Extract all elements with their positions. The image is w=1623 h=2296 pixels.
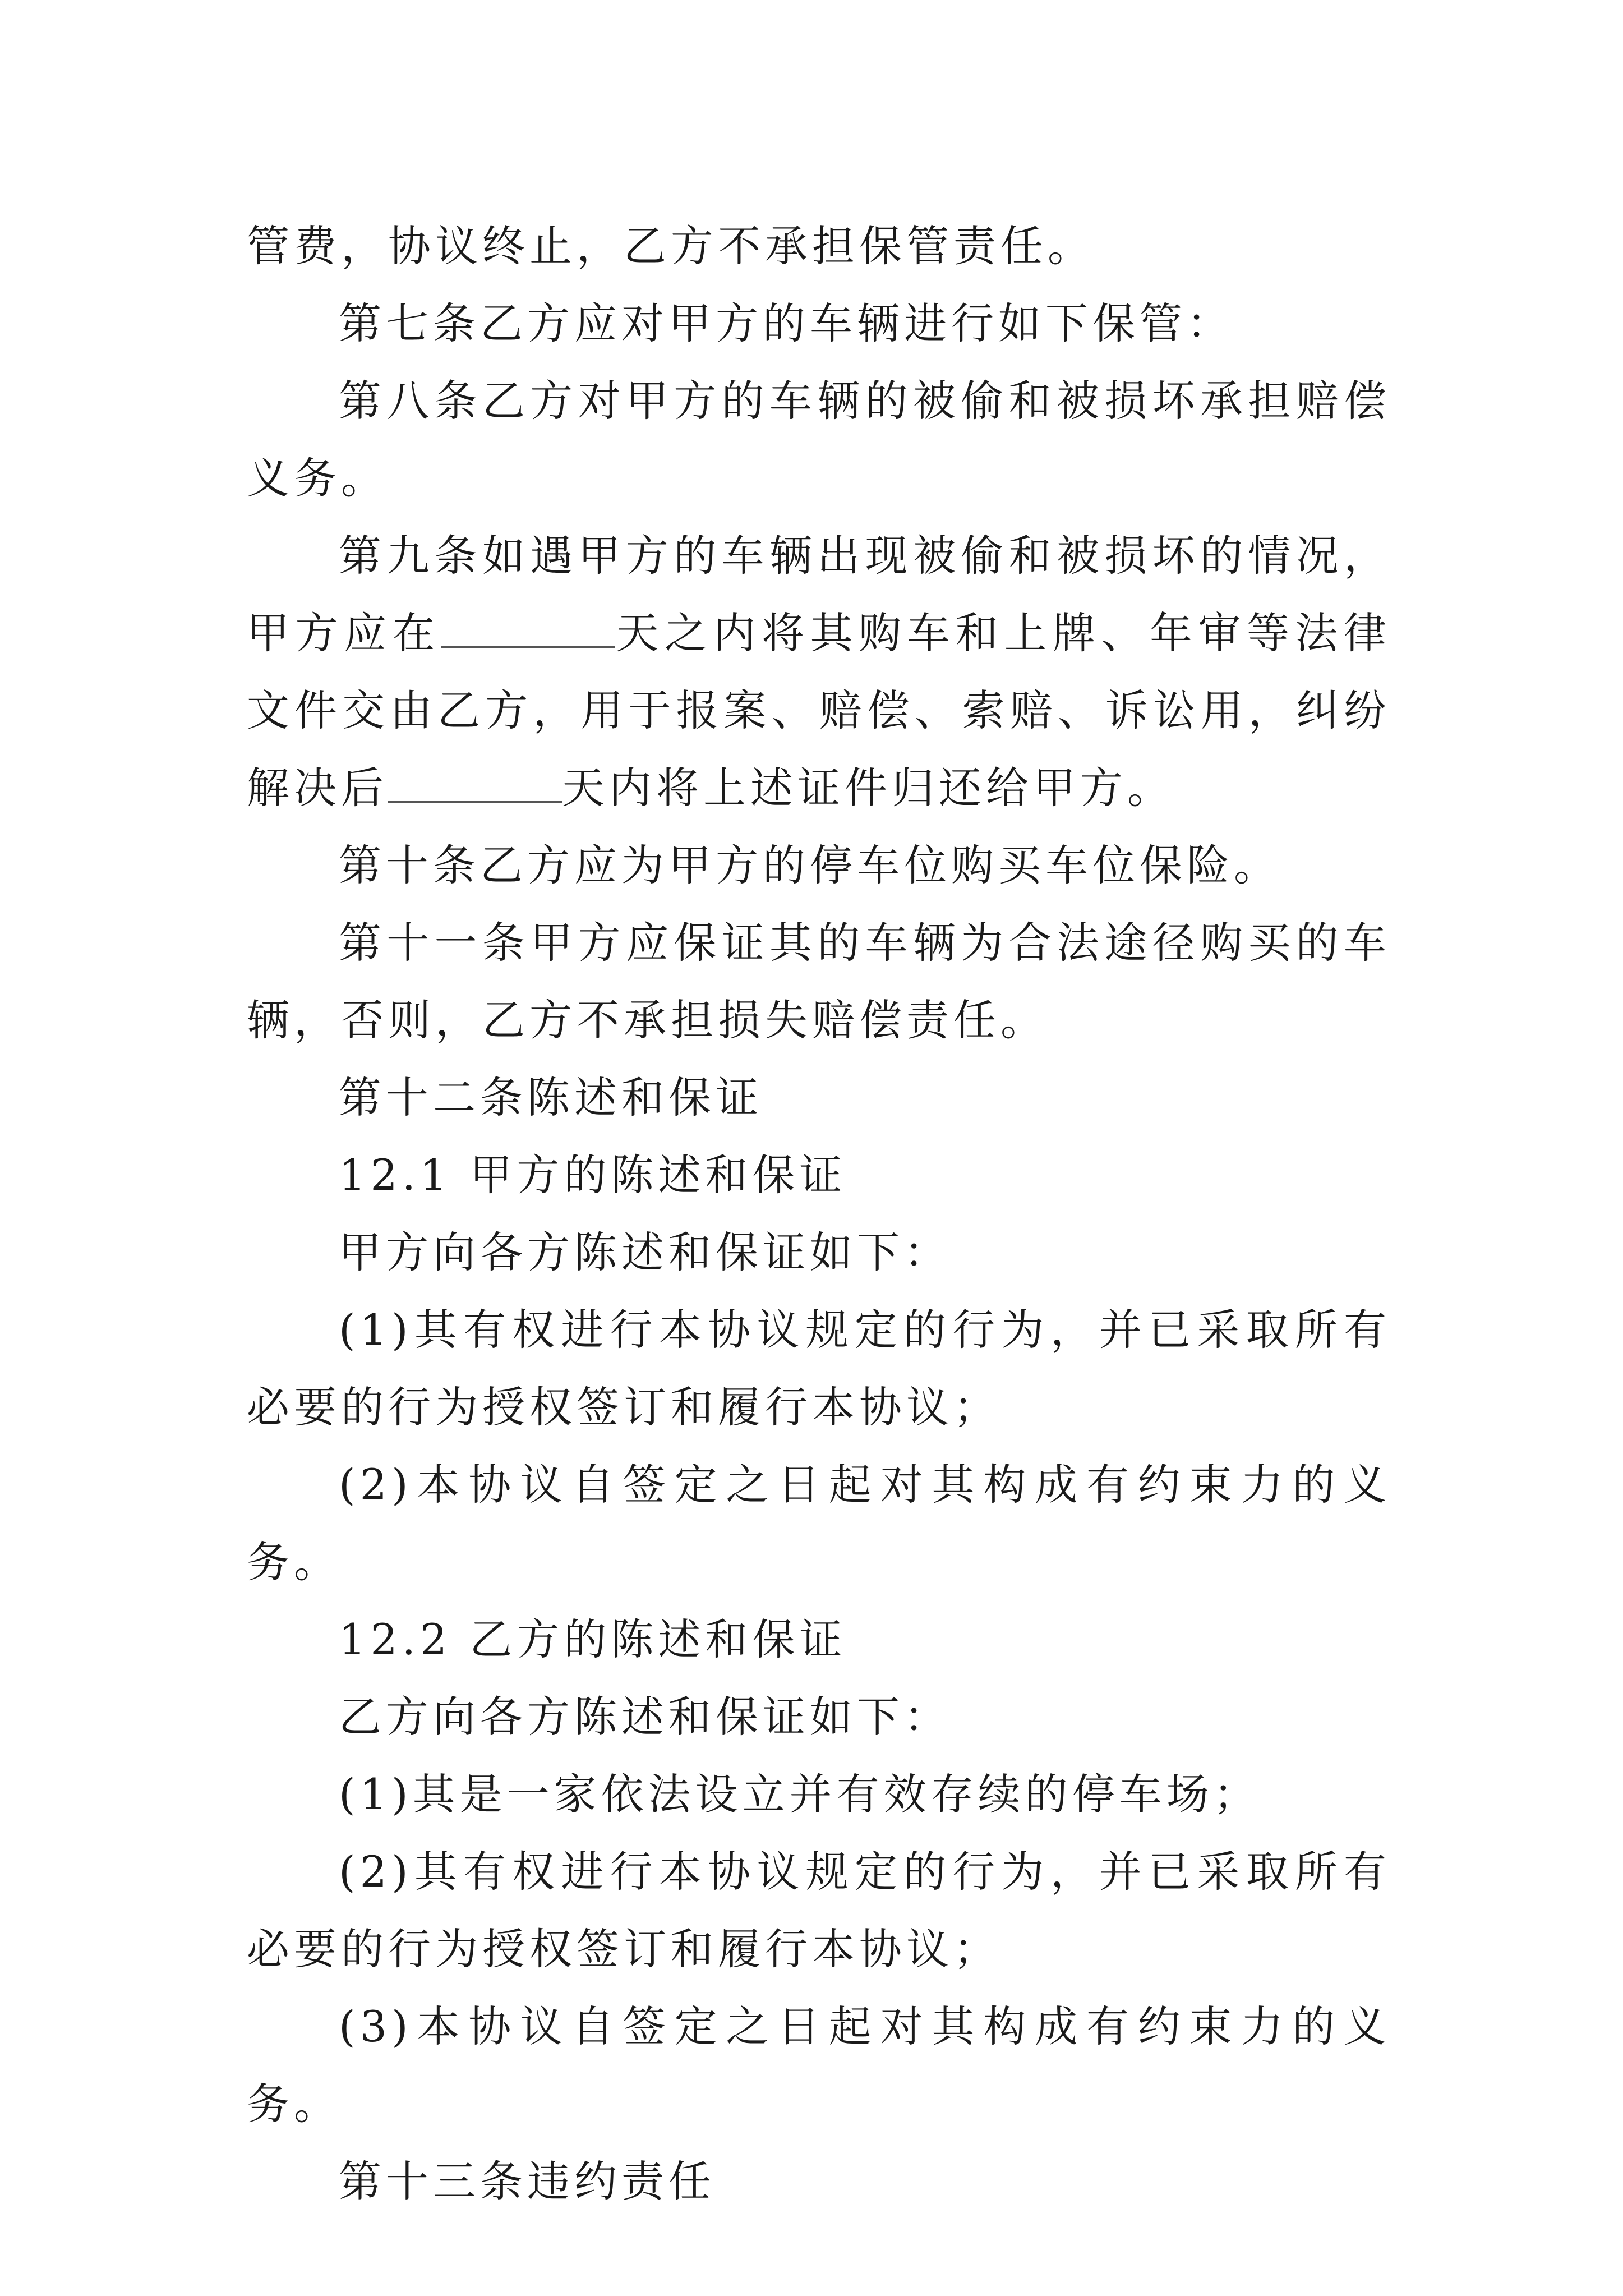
blank-days-field-1 xyxy=(441,613,615,648)
party-a-item-1: (1)其有权进行本协议规定的行为，并已采取所有必要的行为授权签订和履行本协议； xyxy=(247,1305,1391,1432)
party-a-item-2: (2)本协议自签定之日起对其构成有约束力的义务。 xyxy=(247,1460,1391,1587)
paragraph-storage-fee-end: 管费，协议终止，乙方不承担保管责任。 xyxy=(247,221,1095,271)
article-9-part-2: 天之内将其购车和上牌、年审等法律文件交由乙方，用于报案、赔偿、索赔、诉讼用，纠纷解决后 xyxy=(247,608,1391,813)
article-7: 第七条乙方应对甲方的车辆进行如下保管： xyxy=(339,298,1234,348)
article-9-part-3: 天内将上述证件归还给甲方。 xyxy=(562,763,1174,813)
blank-days-field-2 xyxy=(388,767,562,803)
section-12-1-heading: 12.1 甲方的陈述和保证 xyxy=(339,1150,847,1200)
article-9 xyxy=(247,517,1391,827)
party-b-item-2: (2)其有权进行本协议规定的行为，并已采取所有必要的行为授权签订和履行本协议； xyxy=(247,1847,1391,1974)
document-body xyxy=(247,208,1391,2220)
article-11: 第十一条甲方应保证其的车辆为合法途径购买的车辆，否则，乙方不承担损失赔偿责任。 xyxy=(247,918,1391,1045)
party-a-intro: 甲方向各方陈述和保证如下： xyxy=(339,1227,951,1277)
article-10: 第十条乙方应为甲方的停车位购买车位保险。 xyxy=(339,840,1281,890)
party-b-item-3: (3)本协议自签定之日起对其构成有约束力的义务。 xyxy=(247,2001,1391,2129)
party-b-item-1: (1)其是一家依法设立并有效存续的停车场； xyxy=(339,1769,1261,1819)
article-8: 第八条乙方对甲方的车辆的被偷和被损坏承担赔偿义务。 xyxy=(247,376,1391,503)
article-9-part-1: 第九条如遇甲方的车辆出现被偷和被损坏的情况，甲方应在 xyxy=(247,531,1391,658)
party-b-intro: 乙方向各方陈述和保证如下： xyxy=(339,1692,951,1742)
section-12-2-heading: 12.2 乙方的陈述和保证 xyxy=(339,1614,847,1664)
article-12-heading: 第十二条陈述和保证 xyxy=(339,1073,763,1122)
article-13-heading: 第十三条违约责任 xyxy=(339,2156,716,2206)
